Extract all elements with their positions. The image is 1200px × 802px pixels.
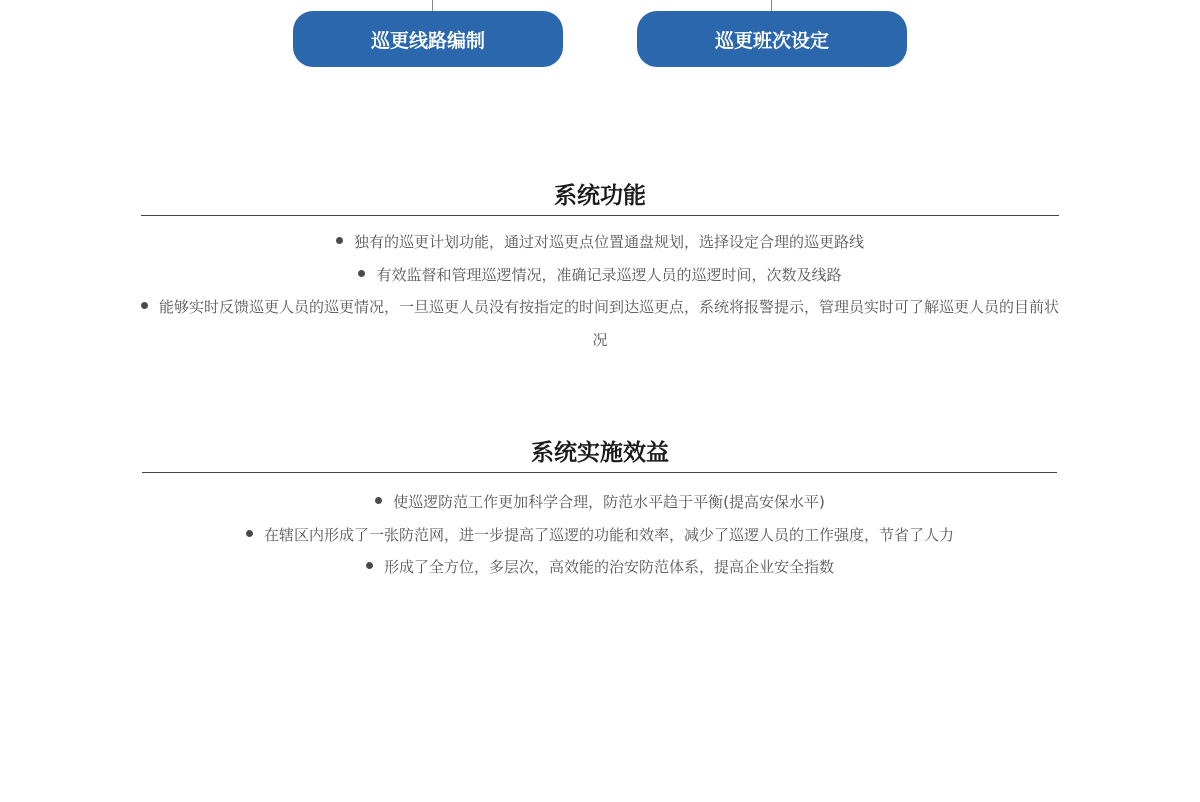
list-item-text: 有效监督和管理巡逻情况，准确记录巡逻人员的巡逻时间，次数及线路 — [376, 265, 842, 284]
list-item — [140, 226, 1060, 259]
list-item — [140, 259, 1060, 292]
bullet-icon — [246, 530, 253, 537]
list-item-text: 独有的巡更计划功能，通过对巡更点位置通盘规划，选择设定合理的巡更路线 — [353, 233, 864, 251]
benefits-section-divider — [142, 472, 1057, 473]
route-planning-button[interactable] — [293, 11, 563, 67]
bullet-icon — [375, 497, 382, 504]
functions-list — [140, 226, 1060, 356]
list-item-text: 形成了全方位，多层次，高效能的治安防范体系，提高企业安全指数 — [383, 558, 834, 576]
bullet-icon — [141, 302, 148, 309]
route-planning-label: 巡更线路编制 — [370, 29, 485, 52]
list-item — [140, 519, 1060, 552]
benefits-list — [140, 486, 1060, 584]
functions-section-title: 系统功能 — [554, 183, 646, 209]
bullet-icon — [336, 237, 343, 244]
bullet-icon — [358, 270, 365, 277]
shift-settings-label: 巡更班次设定 — [714, 29, 829, 52]
list-item-text: 能够实时反馈巡更人员的巡更情况，一旦巡更人员没有按指定的时间到达巡更点，系统将报警提示，管理员实时可了解巡更人员的目前状况 — [158, 298, 1059, 349]
connector-line-left — [432, 0, 433, 11]
benefits-section-title: 系统实施效益 — [531, 440, 669, 466]
list-item-text: 使巡逻防范工作更加科学合理，防范水平趋于平衡(提高安保水平) — [393, 493, 825, 511]
functions-section-divider — [141, 215, 1059, 216]
list-item — [140, 486, 1060, 519]
list-item — [140, 551, 1060, 584]
list-item-text: 在辖区内形成了一张防范网，进一步提高了巡逻的功能和效率，减少了巡逻人员的工作强度，节省了人力 — [263, 525, 954, 544]
connector-line-right — [771, 0, 772, 11]
shift-settings-button[interactable] — [637, 11, 907, 67]
bullet-icon — [366, 562, 373, 569]
list-item — [140, 291, 1060, 356]
